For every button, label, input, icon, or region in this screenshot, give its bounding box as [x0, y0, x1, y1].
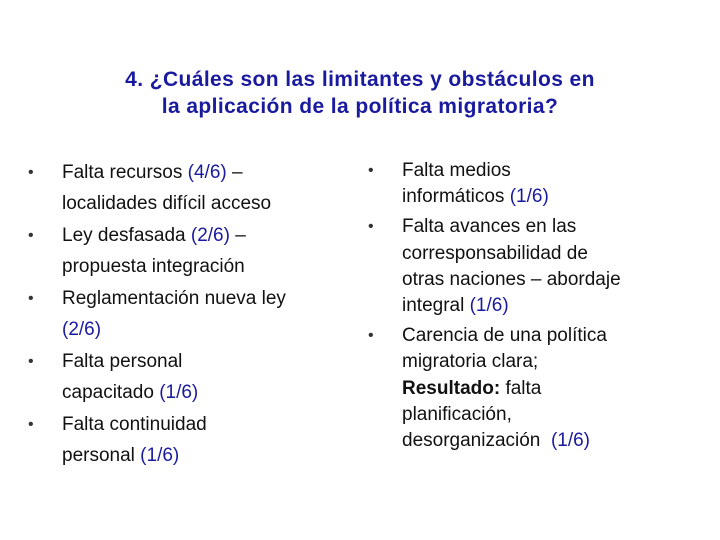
item-text: capacitado [62, 381, 160, 403]
item-count: (1/6) [140, 444, 180, 466]
item-text: propuesta integración [62, 255, 245, 277]
item-count: (1/6) [509, 186, 549, 208]
item-text: migratoria clara; [402, 351, 539, 373]
list-item [28, 410, 358, 471]
item-text: – [226, 162, 243, 183]
bullet-icon: • [28, 164, 34, 181]
left-bullet-list [28, 158, 358, 471]
item-text: Reglamentación nueva ley [62, 288, 286, 309]
item-text: otras naciones – abordaje [402, 268, 621, 290]
item-text: corresponsabilidad de [402, 242, 588, 264]
list-item [28, 284, 358, 345]
list-item [28, 347, 358, 408]
result-label: Resultado: [402, 377, 501, 399]
item-count: (1/6) [550, 430, 591, 452]
item-text: planificación, [402, 403, 512, 425]
slide-title [40, 66, 680, 120]
title-line-2: la aplicación de la política migratoria? [161, 95, 559, 118]
list-item [368, 323, 698, 454]
bullet-icon: • [28, 290, 34, 307]
item-count: (1/6) [469, 295, 509, 317]
title-line-1: 4. ¿Cuáles son las limitantes y obstáculos en [125, 68, 595, 91]
item-text: falta [500, 377, 542, 399]
bullet-icon: • [28, 353, 34, 370]
item-count: (1/6) [159, 381, 199, 403]
item-count: (4/6) [187, 162, 227, 183]
item-text: Falta recursos [62, 162, 188, 183]
item-text: integral [402, 295, 470, 317]
item-count: (2/6) [62, 318, 102, 340]
item-text: Carencia de una política [402, 325, 607, 347]
item-text: Falta avances en las [402, 216, 577, 238]
item-text: Falta medios [402, 160, 511, 181]
right-column [368, 158, 698, 458]
item-text: Ley desfasada [62, 225, 191, 246]
bullet-icon: • [368, 218, 374, 236]
item-count: (2/6) [190, 225, 230, 246]
item-text: localidades difícil acceso [62, 192, 272, 214]
item-text: desorganización [402, 430, 551, 452]
bullet-icon: • [28, 227, 34, 244]
right-bullet-list [368, 158, 698, 454]
item-text: Falta continuidad [62, 414, 207, 435]
bullet-icon: • [28, 416, 34, 433]
list-item [28, 221, 358, 282]
list-item [28, 158, 358, 219]
bullet-icon: • [368, 327, 374, 345]
item-text: personal [62, 444, 141, 466]
list-item [368, 214, 698, 319]
bullet-icon: • [368, 162, 374, 179]
item-text: Falta personal [62, 351, 183, 372]
item-text: – [229, 225, 246, 246]
left-column [28, 158, 358, 473]
list-item [368, 158, 698, 210]
item-text: informáticos [402, 186, 510, 208]
